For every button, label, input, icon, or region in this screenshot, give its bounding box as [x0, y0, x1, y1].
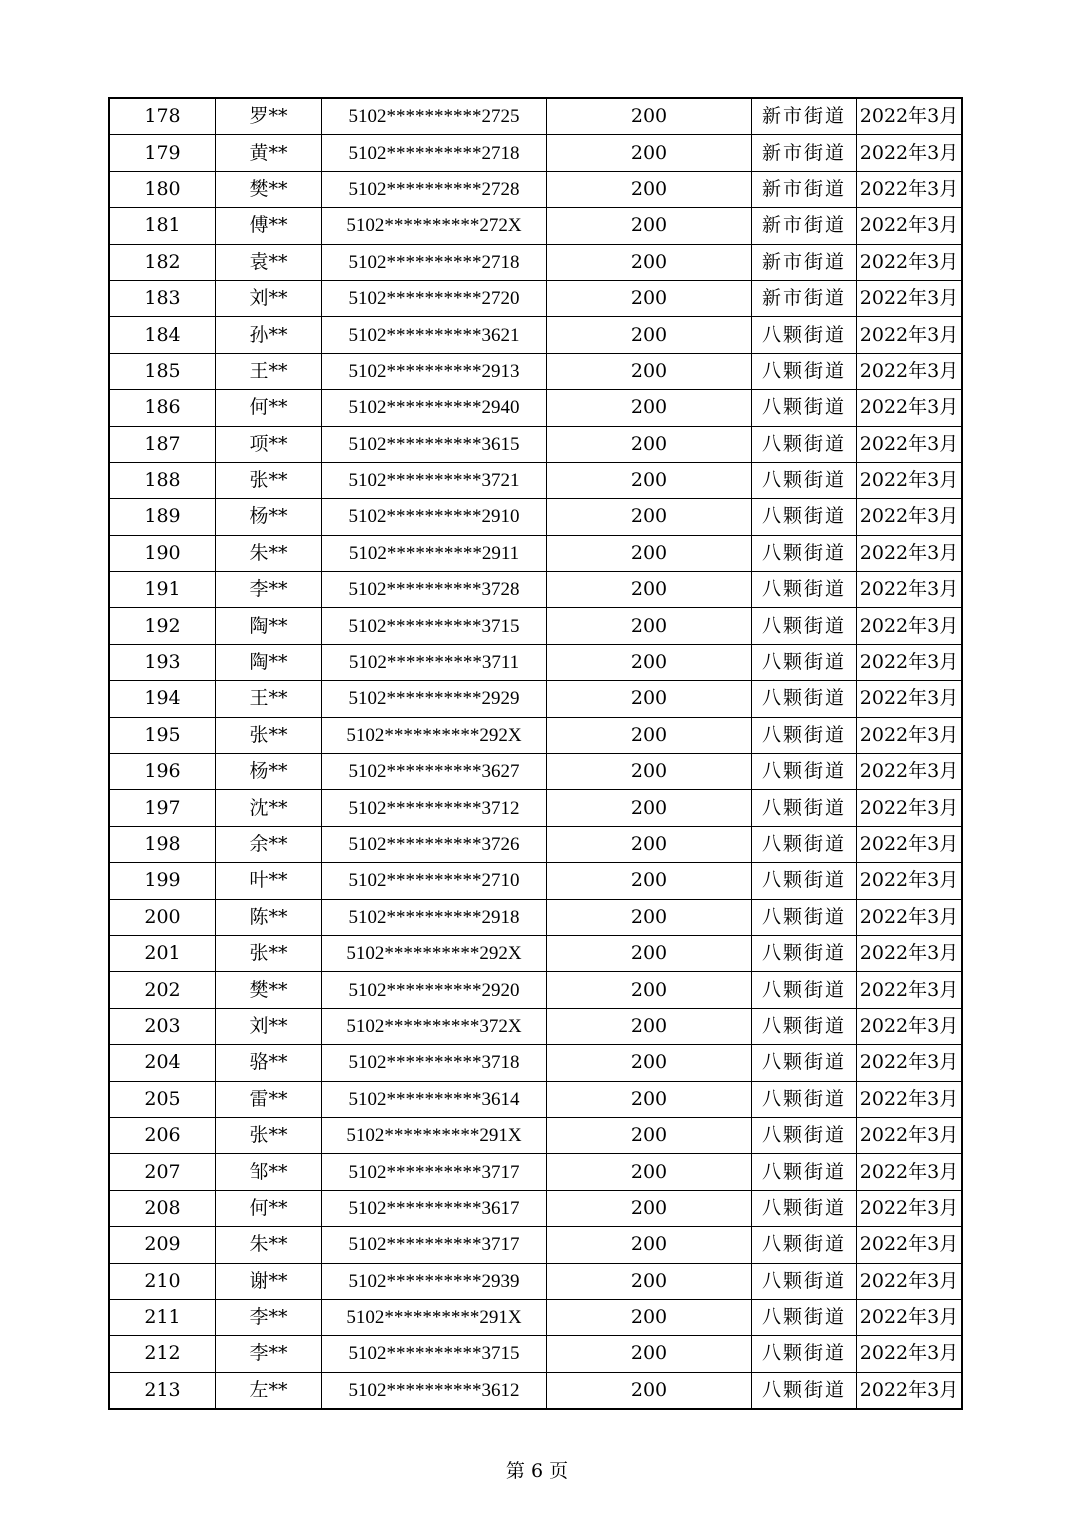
amount-cell: 200: [547, 1336, 752, 1372]
row-number-cell: 182: [109, 244, 216, 280]
table-row: [109, 1299, 962, 1335]
table-row: [109, 608, 962, 644]
name-cell: 王**: [216, 353, 322, 389]
row-number-cell: 203: [109, 1008, 216, 1044]
name-cell: 张**: [216, 1117, 322, 1153]
name-cell: 樊**: [216, 171, 322, 207]
street-cell: 八颗街道: [752, 863, 857, 899]
name-cell: 王**: [216, 681, 322, 717]
name-cell: 刘**: [216, 1008, 322, 1044]
month-cell: 2022年3月: [857, 863, 963, 899]
table-row: [109, 1117, 962, 1153]
amount-cell: 200: [547, 462, 752, 498]
table-row: [109, 353, 962, 389]
name-cell: 张**: [216, 717, 322, 753]
id-number-cell: 5102**********3726: [322, 826, 547, 862]
street-cell: 八颗街道: [752, 826, 857, 862]
name-cell: 张**: [216, 935, 322, 971]
id-number-cell: 5102**********2720: [322, 280, 547, 316]
amount-cell: 200: [547, 244, 752, 280]
row-number-cell: 189: [109, 499, 216, 535]
amount-cell: 200: [547, 171, 752, 207]
street-cell: 八颗街道: [752, 972, 857, 1008]
month-cell: 2022年3月: [857, 462, 963, 498]
row-number-cell: 183: [109, 280, 216, 316]
street-cell: 八颗街道: [752, 717, 857, 753]
name-cell: 刘**: [216, 280, 322, 316]
id-number-cell: 5102**********2929: [322, 681, 547, 717]
table-row: [109, 426, 962, 462]
amount-cell: 200: [547, 1045, 752, 1081]
row-number-cell: 181: [109, 208, 216, 244]
id-number-cell: 5102**********3721: [322, 462, 547, 498]
table-row: [109, 280, 962, 316]
street-cell: 新市街道: [752, 171, 857, 207]
id-number-cell: 5102**********3728: [322, 572, 547, 608]
row-number-cell: 201: [109, 935, 216, 971]
amount-cell: 200: [547, 754, 752, 790]
table-row: [109, 1263, 962, 1299]
table-row: [109, 754, 962, 790]
name-cell: 骆**: [216, 1045, 322, 1081]
amount-cell: 200: [547, 644, 752, 680]
name-cell: 谢**: [216, 1263, 322, 1299]
row-number-cell: 193: [109, 644, 216, 680]
month-cell: 2022年3月: [857, 280, 963, 316]
amount-cell: 200: [547, 1117, 752, 1153]
month-cell: 2022年3月: [857, 608, 963, 644]
amount-cell: 200: [547, 208, 752, 244]
amount-cell: 200: [547, 935, 752, 971]
street-cell: 新市街道: [752, 244, 857, 280]
name-cell: 雷**: [216, 1081, 322, 1117]
row-number-cell: 191: [109, 572, 216, 608]
row-number-cell: 184: [109, 317, 216, 353]
street-cell: 八颗街道: [752, 790, 857, 826]
id-number-cell: 5102**********3617: [322, 1190, 547, 1226]
amount-cell: 200: [547, 717, 752, 753]
month-cell: 2022年3月: [857, 317, 963, 353]
id-number-cell: 5102**********2913: [322, 353, 547, 389]
amount-cell: 200: [547, 1154, 752, 1190]
name-cell: 何**: [216, 390, 322, 426]
month-cell: 2022年3月: [857, 1190, 963, 1226]
row-number-cell: 197: [109, 790, 216, 826]
street-cell: 八颗街道: [752, 1372, 857, 1409]
month-cell: 2022年3月: [857, 572, 963, 608]
amount-cell: 200: [547, 499, 752, 535]
id-number-cell: 5102**********2911: [322, 535, 547, 571]
amount-cell: 200: [547, 1008, 752, 1044]
amount-cell: 200: [547, 1081, 752, 1117]
month-cell: 2022年3月: [857, 790, 963, 826]
street-cell: 八颗街道: [752, 317, 857, 353]
name-cell: 项**: [216, 426, 322, 462]
month-cell: 2022年3月: [857, 426, 963, 462]
table-row: [109, 826, 962, 862]
table-row: [109, 1190, 962, 1226]
street-cell: 八颗街道: [752, 1190, 857, 1226]
month-cell: 2022年3月: [857, 1117, 963, 1153]
amount-cell: 200: [547, 317, 752, 353]
row-number-cell: 194: [109, 681, 216, 717]
street-cell: 八颗街道: [752, 1227, 857, 1263]
name-cell: 陶**: [216, 608, 322, 644]
month-cell: 2022年3月: [857, 1336, 963, 1372]
table-row: [109, 1372, 962, 1409]
street-cell: 新市街道: [752, 280, 857, 316]
table-row: [109, 1081, 962, 1117]
name-cell: 杨**: [216, 754, 322, 790]
street-cell: 新市街道: [752, 208, 857, 244]
id-number-cell: 5102**********272X: [322, 208, 547, 244]
row-number-cell: 209: [109, 1227, 216, 1263]
row-number-cell: 208: [109, 1190, 216, 1226]
name-cell: 叶**: [216, 863, 322, 899]
id-number-cell: 5102**********2718: [322, 135, 547, 171]
table-row: [109, 899, 962, 935]
amount-cell: 200: [547, 98, 752, 135]
name-cell: 袁**: [216, 244, 322, 280]
street-cell: 八颗街道: [752, 1045, 857, 1081]
street-cell: 八颗街道: [752, 426, 857, 462]
amount-cell: 200: [547, 280, 752, 316]
amount-cell: 200: [547, 608, 752, 644]
id-number-cell: 5102**********3718: [322, 1045, 547, 1081]
table-row: [109, 1336, 962, 1372]
name-cell: 张**: [216, 462, 322, 498]
name-cell: 樊**: [216, 972, 322, 1008]
street-cell: 八颗街道: [752, 499, 857, 535]
name-cell: 邹**: [216, 1154, 322, 1190]
street-cell: 八颗街道: [752, 353, 857, 389]
street-cell: 新市街道: [752, 135, 857, 171]
month-cell: 2022年3月: [857, 208, 963, 244]
amount-cell: 200: [547, 1299, 752, 1335]
month-cell: 2022年3月: [857, 935, 963, 971]
table-row: [109, 717, 962, 753]
month-cell: 2022年3月: [857, 1154, 963, 1190]
name-cell: 朱**: [216, 535, 322, 571]
street-cell: 八颗街道: [752, 390, 857, 426]
name-cell: 沈**: [216, 790, 322, 826]
street-cell: 八颗街道: [752, 462, 857, 498]
row-number-cell: 211: [109, 1299, 216, 1335]
name-cell: 左**: [216, 1372, 322, 1409]
id-number-cell: 5102**********2920: [322, 972, 547, 1008]
month-cell: 2022年3月: [857, 754, 963, 790]
id-number-cell: 5102**********3717: [322, 1154, 547, 1190]
table-row: [109, 1045, 962, 1081]
amount-cell: 200: [547, 1227, 752, 1263]
street-cell: 八颗街道: [752, 608, 857, 644]
amount-cell: 200: [547, 681, 752, 717]
street-cell: 八颗街道: [752, 572, 857, 608]
row-number-cell: 200: [109, 899, 216, 935]
id-number-cell: 5102**********3717: [322, 1227, 547, 1263]
street-cell: 八颗街道: [752, 1081, 857, 1117]
month-cell: 2022年3月: [857, 171, 963, 207]
name-cell: 孙**: [216, 317, 322, 353]
row-number-cell: 196: [109, 754, 216, 790]
id-number-cell: 5102**********292X: [322, 717, 547, 753]
id-number-cell: 5102**********3621: [322, 317, 547, 353]
amount-cell: 200: [547, 863, 752, 899]
table-row: [109, 1227, 962, 1263]
row-number-cell: 212: [109, 1336, 216, 1372]
id-number-cell: 5102**********3627: [322, 754, 547, 790]
table-row: [109, 681, 962, 717]
row-number-cell: 198: [109, 826, 216, 862]
row-number-cell: 180: [109, 171, 216, 207]
street-cell: 八颗街道: [752, 681, 857, 717]
id-number-cell: 5102**********291X: [322, 1299, 547, 1335]
table-row: [109, 935, 962, 971]
street-cell: 八颗街道: [752, 1336, 857, 1372]
row-number-cell: 204: [109, 1045, 216, 1081]
row-number-cell: 213: [109, 1372, 216, 1409]
id-number-cell: 5102**********2939: [322, 1263, 547, 1299]
street-cell: 八颗街道: [752, 535, 857, 571]
month-cell: 2022年3月: [857, 98, 963, 135]
id-number-cell: 5102**********292X: [322, 935, 547, 971]
amount-cell: 200: [547, 390, 752, 426]
id-number-cell: 5102**********3612: [322, 1372, 547, 1409]
id-number-cell: 5102**********2910: [322, 499, 547, 535]
id-number-cell: 5102**********3614: [322, 1081, 547, 1117]
street-cell: 八颗街道: [752, 1299, 857, 1335]
street-cell: 八颗街道: [752, 935, 857, 971]
amount-cell: 200: [547, 899, 752, 935]
row-number-cell: 195: [109, 717, 216, 753]
street-cell: 八颗街道: [752, 1117, 857, 1153]
table-row: [109, 208, 962, 244]
name-cell: 李**: [216, 1299, 322, 1335]
row-number-cell: 190: [109, 535, 216, 571]
amount-cell: 200: [547, 353, 752, 389]
month-cell: 2022年3月: [857, 499, 963, 535]
id-number-cell: 5102**********3712: [322, 790, 547, 826]
month-cell: 2022年3月: [857, 1299, 963, 1335]
amount-cell: 200: [547, 972, 752, 1008]
name-cell: 李**: [216, 1336, 322, 1372]
table-row: [109, 972, 962, 1008]
table-row: [109, 244, 962, 280]
month-cell: 2022年3月: [857, 1008, 963, 1044]
name-cell: 朱**: [216, 1227, 322, 1263]
month-cell: 2022年3月: [857, 1081, 963, 1117]
id-number-cell: 5102**********3715: [322, 608, 547, 644]
table-row: [109, 1008, 962, 1044]
name-cell: 何**: [216, 1190, 322, 1226]
row-number-cell: 186: [109, 390, 216, 426]
roster-table: [108, 97, 963, 1410]
table-row: [109, 499, 962, 535]
id-number-cell: 5102**********2710: [322, 863, 547, 899]
roster-body: [109, 98, 962, 1409]
month-cell: 2022年3月: [857, 535, 963, 571]
id-number-cell: 5102**********3711: [322, 644, 547, 680]
month-cell: 2022年3月: [857, 1263, 963, 1299]
name-cell: 李**: [216, 572, 322, 608]
month-cell: 2022年3月: [857, 681, 963, 717]
row-number-cell: 210: [109, 1263, 216, 1299]
table-row: [109, 462, 962, 498]
street-cell: 八颗街道: [752, 1154, 857, 1190]
row-number-cell: 188: [109, 462, 216, 498]
id-number-cell: 5102**********2940: [322, 390, 547, 426]
street-cell: 八颗街道: [752, 1263, 857, 1299]
month-cell: 2022年3月: [857, 244, 963, 280]
id-number-cell: 5102**********3715: [322, 1336, 547, 1372]
amount-cell: 200: [547, 1263, 752, 1299]
row-number-cell: 192: [109, 608, 216, 644]
name-cell: 杨**: [216, 499, 322, 535]
name-cell: 陶**: [216, 644, 322, 680]
name-cell: 陈**: [216, 899, 322, 935]
row-number-cell: 179: [109, 135, 216, 171]
month-cell: 2022年3月: [857, 1227, 963, 1263]
table-row: [109, 644, 962, 680]
row-number-cell: 205: [109, 1081, 216, 1117]
amount-cell: 200: [547, 572, 752, 608]
table-row: [109, 390, 962, 426]
table-row: [109, 171, 962, 207]
table-row: [109, 98, 962, 135]
row-number-cell: 207: [109, 1154, 216, 1190]
amount-cell: 200: [547, 1372, 752, 1409]
table-row: [109, 572, 962, 608]
name-cell: 黄**: [216, 135, 322, 171]
month-cell: 2022年3月: [857, 717, 963, 753]
row-number-cell: 199: [109, 863, 216, 899]
id-number-cell: 5102**********3615: [322, 426, 547, 462]
street-cell: 八颗街道: [752, 1008, 857, 1044]
street-cell: 八颗街道: [752, 754, 857, 790]
id-number-cell: 5102**********2718: [322, 244, 547, 280]
month-cell: 2022年3月: [857, 1372, 963, 1409]
name-cell: 傅**: [216, 208, 322, 244]
street-cell: 八颗街道: [752, 644, 857, 680]
row-number-cell: 185: [109, 353, 216, 389]
month-cell: 2022年3月: [857, 972, 963, 1008]
table-row: [109, 863, 962, 899]
table-row: [109, 535, 962, 571]
month-cell: 2022年3月: [857, 390, 963, 426]
month-cell: 2022年3月: [857, 899, 963, 935]
month-cell: 2022年3月: [857, 826, 963, 862]
street-cell: 八颗街道: [752, 899, 857, 935]
name-cell: 余**: [216, 826, 322, 862]
table-row: [109, 135, 962, 171]
amount-cell: 200: [547, 826, 752, 862]
amount-cell: 200: [547, 135, 752, 171]
amount-cell: 200: [547, 426, 752, 462]
id-number-cell: 5102**********291X: [322, 1117, 547, 1153]
month-cell: 2022年3月: [857, 135, 963, 171]
month-cell: 2022年3月: [857, 353, 963, 389]
amount-cell: 200: [547, 535, 752, 571]
id-number-cell: 5102**********372X: [322, 1008, 547, 1044]
row-number-cell: 202: [109, 972, 216, 1008]
name-cell: 罗**: [216, 98, 322, 135]
table-row: [109, 790, 962, 826]
id-number-cell: 5102**********2918: [322, 899, 547, 935]
id-number-cell: 5102**********2728: [322, 171, 547, 207]
amount-cell: 200: [547, 790, 752, 826]
month-cell: 2022年3月: [857, 1045, 963, 1081]
row-number-cell: 206: [109, 1117, 216, 1153]
month-cell: 2022年3月: [857, 644, 963, 680]
row-number-cell: 178: [109, 98, 216, 135]
street-cell: 新市街道: [752, 98, 857, 135]
page-number: 第 6 页: [505, 1460, 569, 1482]
id-number-cell: 5102**********2725: [322, 98, 547, 135]
table-row: [109, 317, 962, 353]
amount-cell: 200: [547, 1190, 752, 1226]
row-number-cell: 187: [109, 426, 216, 462]
table-row: [109, 1154, 962, 1190]
